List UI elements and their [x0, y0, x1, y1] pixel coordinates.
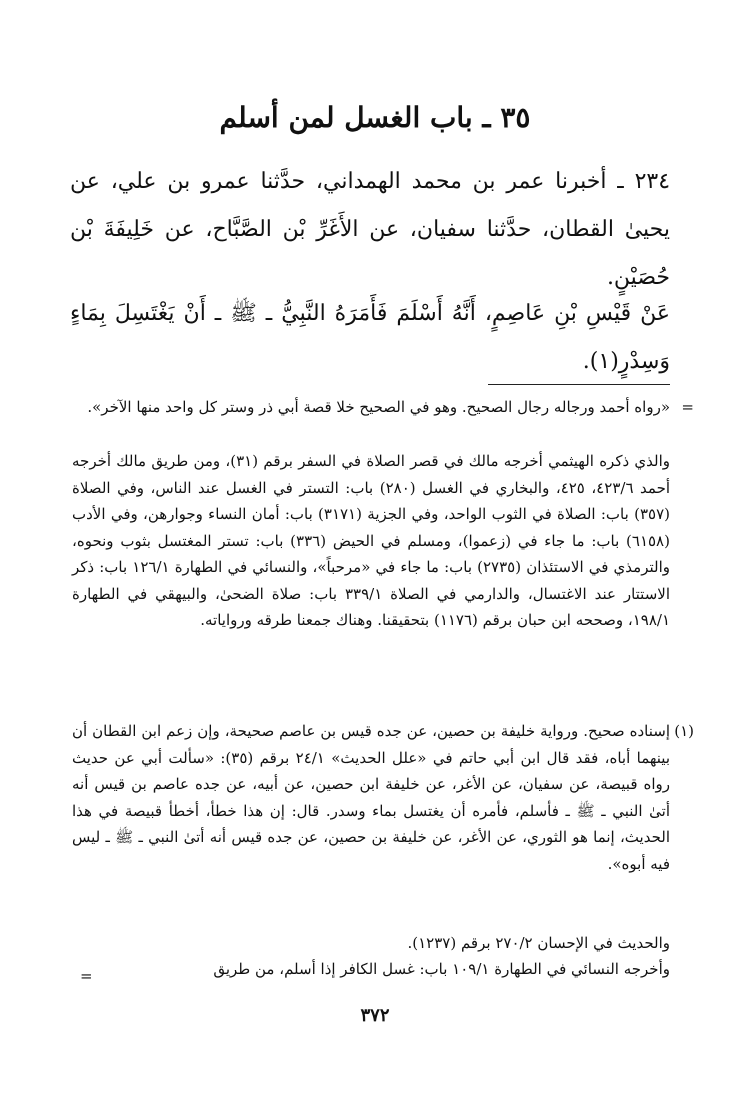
footnote-number: (١) — [674, 722, 694, 740]
hadith-isnad: ٢٣٤ ـ أخبرنا عمر بن محمد الهمداني، حدَّثنا عمرو بن علي، عن يحيىٰ القطان، حدَّثنا سفيان، عن الأَغَرِّ بْن الصَّبَّاح، عن خَلِيفَةَ بْن حُصَيْنٍ. — [70, 169, 671, 290]
footnote-1-text: إسناده صحيح. ورواية خليفة بن حصين، عن جده قيس بن عاصم صحيحة، وإن زعم ابن القطان أن بينهما أباه، فقد قال ابن أبي حاتم في «علل الحديث» ٢٤/١ برقم (٣٥): «سألت أبي عن حديث رواه قبيصة، عن سفيان، عن الأغر، عن خليفة ابن حصين، عن أبيه، عن جده عاصم بن قيس أنه أتىٰ النبي ـ ﷺ ـ فأسلم، فأمره أن يغتسل بماء وسدر. قال: إن هذا خطأ، أخطأ قبيصة في هذا الحديث، إنما هو الثوري، عن الأغر، عن خليفة بن حصين، عن جده قيس أنه أتىٰ النبي ـ ﷺ ـ ليس فيه أبوه». — [72, 722, 671, 873]
hadith-matn: عَنْ قَيْسِ بْنِ عَاصِمٍ، أَنَّهُ أَسْلَمَ فَأَمَرَهُ النَّبِيُّ ـ ﷺ ـ أَنْ يَغْتَسِلَ بِمَاءٍ وَسِدْرٍ(١). — [70, 301, 670, 374]
continuation-mark-top: = — [681, 398, 694, 416]
continuation-mark-bottom: = — [80, 967, 93, 985]
footnote-separator — [488, 384, 670, 385]
footnote-continued-quote: «رواه أحمد ورجاله رجال الصحيح. وهو في الصحيح خلا قصة أبي ذر وستر كل واحد منها الآخر». — [87, 398, 670, 416]
chapter-title: ٣٥ ـ باب الغسل لمن أسلم — [219, 101, 531, 134]
page-number: ٣٧٢ — [360, 1005, 390, 1026]
footnote-ihsan-line: والحديث في الإحسان ٢٧٠/٢ برقم (١٢٣٧). — [407, 934, 670, 952]
footnote-nasai-line: وأخرجه النسائي في الطهارة ١٠٩/١ باب: غسل الكافر إذا أسلم، من طريق — [213, 960, 670, 978]
footnote-takhrij-paragraph: والذي ذكره الهيثمي أخرجه مالك في قصر الصلاة في السفر برقم (٣١)، ومن طريق مالك أخرجه أحمد ٤٢٣/٦، ٤٢٥، والبخاري في الغسل (٢٨٠) باب: التستر في الغسل عند الناس، وفي الصلاة (٣٥٧) باب: الصلاة في الثوب الواحد، وفي الجزية (٣١٧١) باب: أمان النساء وجوارهن، وفي الأدب (٦١٥٨) باب: ما جاء في (زعموا)، ومسلم في الحيض (٣٣٦) باب: تستر المغتسل بثوب ونحوه، والترمذي في الاستئذان (٢٧٣٥) باب: ما جاء في «مرحباً»، والنسائي في الطهارة ١٢٦/١ باب: ذكر الاستتار عند الاغتسال، والدارمي في الصلاة ٣٣٩/١ باب: صلاة الضحىٰ، والبيهقي في الطهارة ١٩٨/١، وصححه ابن حبان برقم (١١٧٦) بتحقيقنا. وهناك جمعنا طرقه ورواياته. — [72, 452, 671, 629]
